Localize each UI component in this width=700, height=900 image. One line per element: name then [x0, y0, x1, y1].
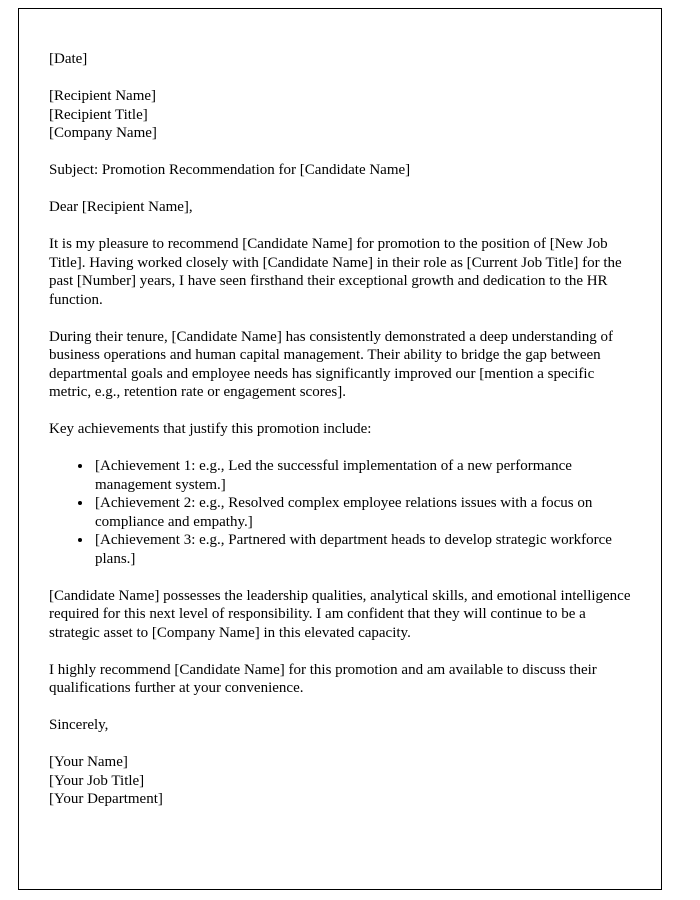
signature-name-line: [Your Name]: [49, 754, 128, 770]
recipient-company-line: [Company Name]: [49, 125, 157, 141]
achievement-item-1: • [Achievement 1: e.g., Led the successful implementation of a new performance management system.]: [93, 457, 635, 494]
subject-line: Subject: Promotion Recommendation for [Candidate Name]: [49, 162, 411, 178]
closing-paragraph-2: I highly recommend [Candidate Name] for this promotion and am available to discuss their qualifications further at your convenience.: [49, 661, 597, 696]
recipient-name-line: [Recipient Name]: [49, 88, 157, 104]
achievement-item-3: • [Achievement 3: e.g., Partnered with department heads to develop strategic workforce plans.]: [93, 531, 635, 568]
achievements-intro: Key achievements that justify this promotion include:: [49, 421, 372, 437]
signature-block: [49, 753, 635, 809]
valediction: Sincerely,: [49, 717, 109, 733]
signature-job-title-line: [Your Job Title]: [49, 772, 145, 789]
body-paragraph-2: During their tenure, [Candidate Name] has consistently demonstrated a deep understanding of business operations and human capital management. Their ability to bridge the gap between departmental goals and employee needs has significantly improved our [mention a specific metric, e.g., retention rate or engagement scores].: [49, 328, 613, 400]
signature-department-line: [Your Department]: [49, 791, 163, 807]
achievements-list: [49, 457, 635, 568]
date-line: [Date]: [49, 51, 88, 67]
achievement-item-2: • [Achievement 2: e.g., Resolved complex employee relations issues with a focus on compliance and empathy.]: [93, 494, 635, 531]
body-paragraph-1: It is my pleasure to recommend [Candidate Name] for promotion to the position of [New Job Title]. Having worked closely with [Candidate Name] in their role as [Current Job Title] for the past [Number] years, I have seen firsthand their exceptional growth and dedication to the HR function.: [49, 236, 622, 308]
recipient-title-line: [Recipient Title]: [49, 106, 148, 123]
salutation: Dear [Recipient Name],: [49, 199, 193, 215]
letter-page: [18, 8, 662, 890]
closing-paragraph-1: [Candidate Name] possesses the leadership qualities, analytical skills, and emotional intelligence required for this next level of responsibility. I am confident that they will continue to be a strategic asset to [Company Name] in this elevated capacity.: [49, 587, 631, 641]
recipient-block: [49, 87, 635, 143]
